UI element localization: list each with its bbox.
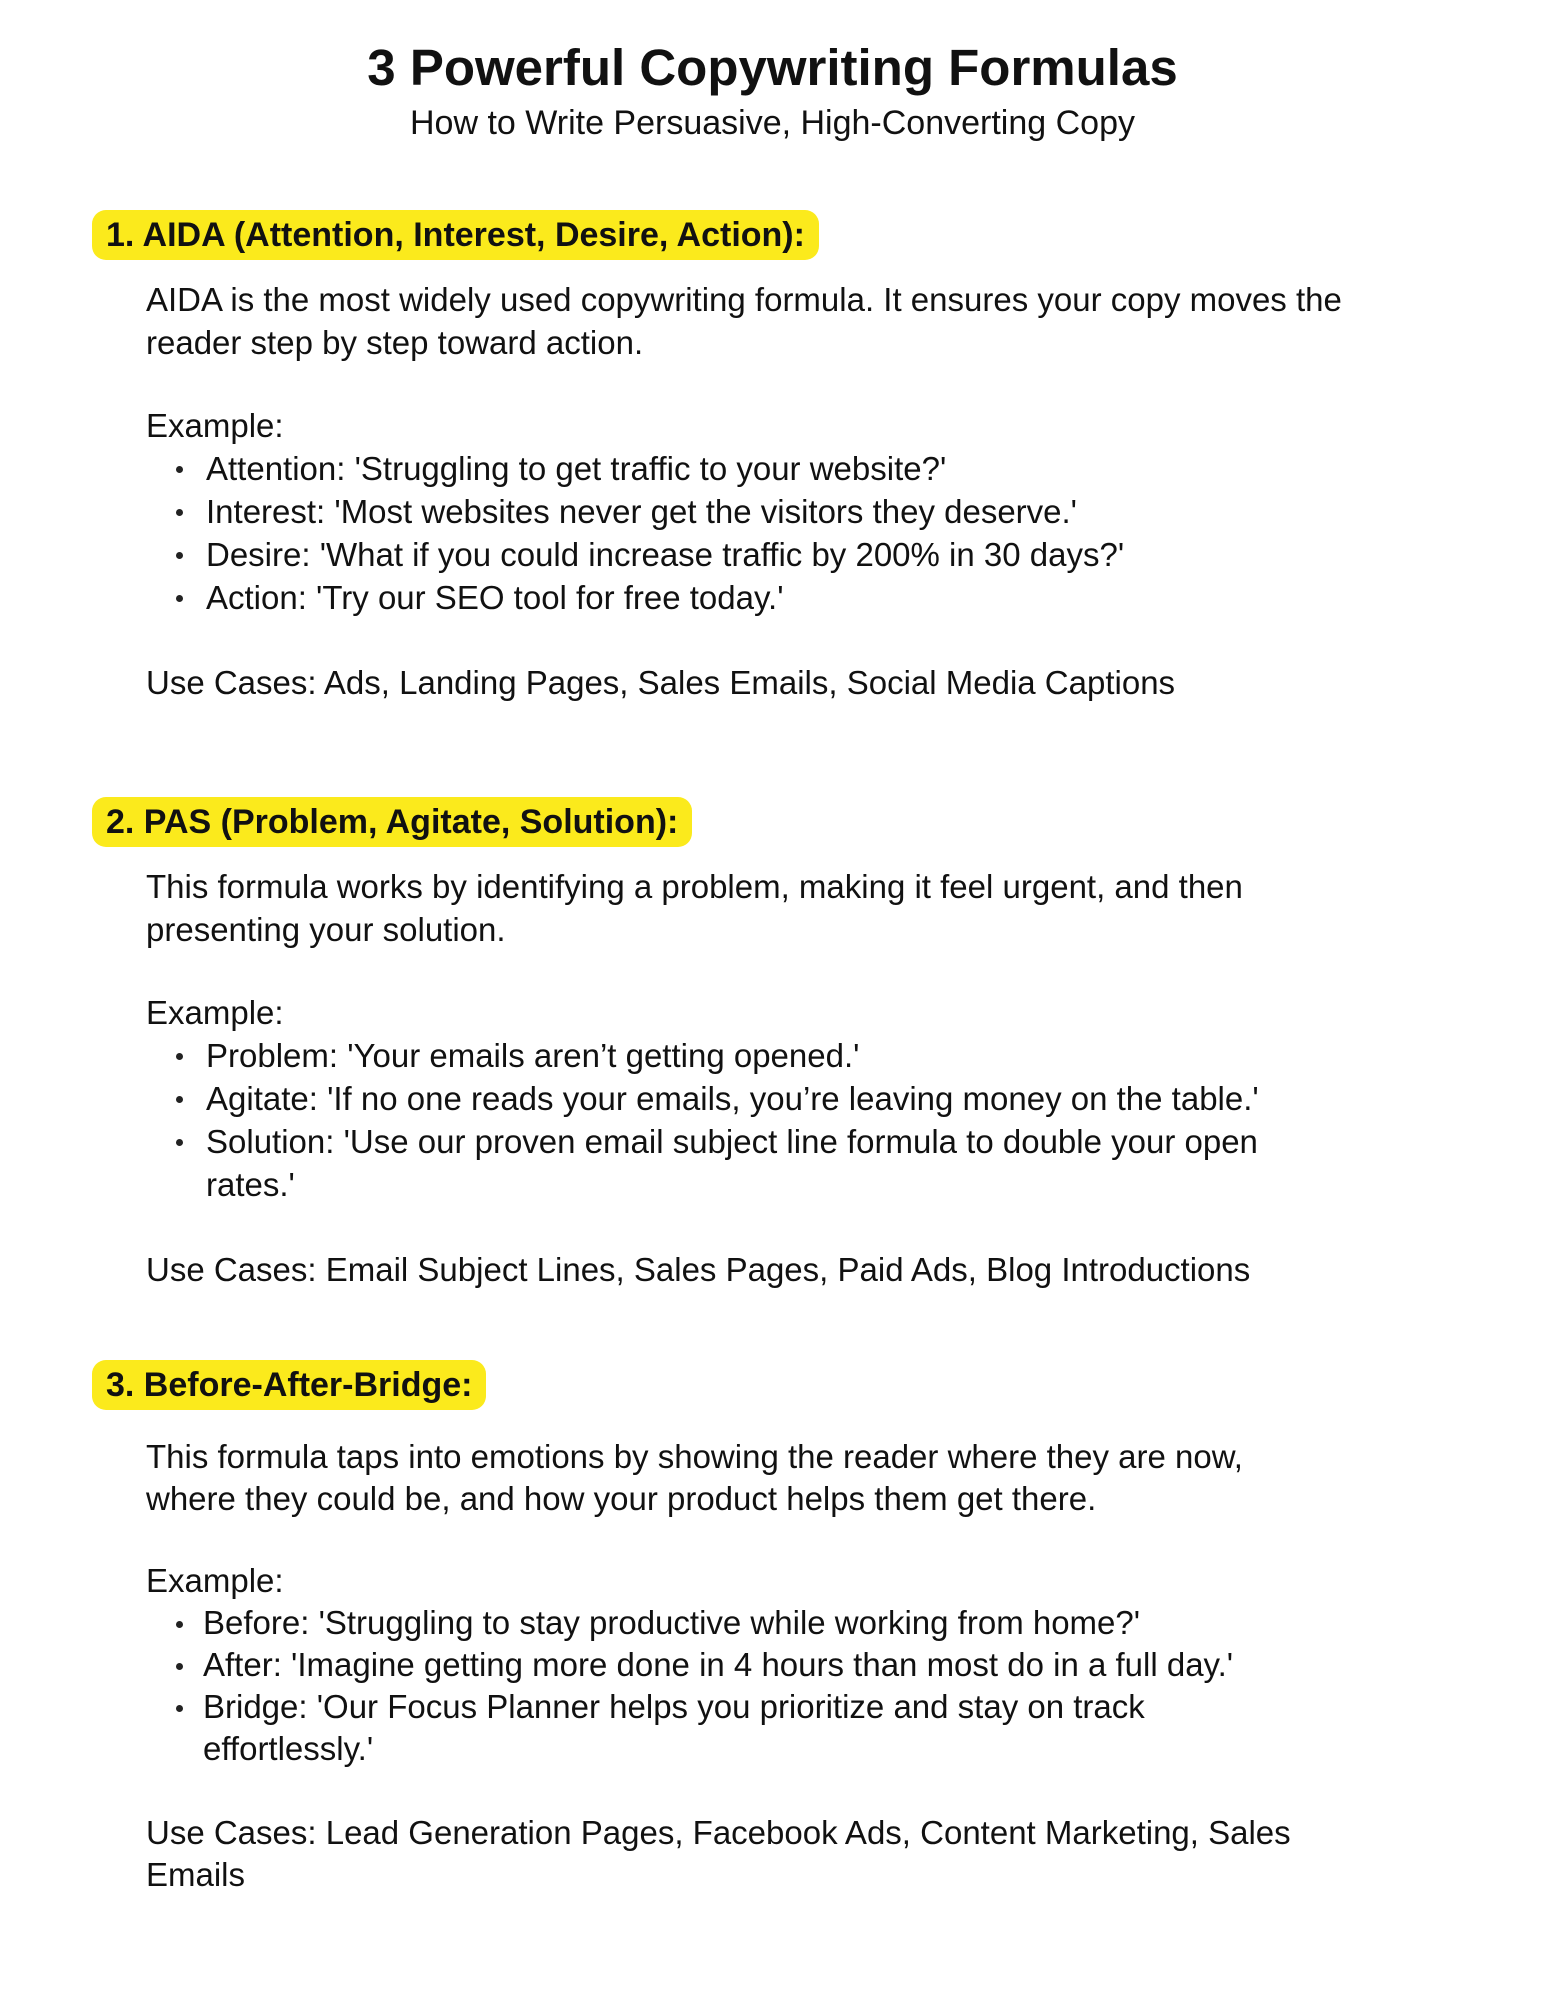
bullet-icon bbox=[176, 1621, 183, 1628]
bullet-icon bbox=[176, 1053, 183, 1060]
use-cases: Use Cases: Email Subject Lines, Sales Pages, Paid Ads, Blog Introductions bbox=[146, 1251, 1251, 1288]
list-item-text: Attention: 'Struggling to get traffic to your website?' bbox=[206, 450, 947, 487]
list-item-text: After: 'Imagine getting more done in 4 hours than most do in a full day.' bbox=[203, 1646, 1234, 1683]
list-item bbox=[146, 490, 1436, 533]
bullet-icon bbox=[176, 1139, 183, 1146]
list-item bbox=[146, 447, 1436, 490]
example-list bbox=[146, 1602, 1306, 1770]
list-item bbox=[146, 1120, 1326, 1206]
section-description: This formula works by identifying a problem, making it feel urgent, and then presenting your solution. bbox=[146, 868, 1243, 948]
example-list bbox=[146, 447, 1436, 619]
list-item-text: Bridge: 'Our Focus Planner helps you prioritize and stay on track effortlessly.' bbox=[203, 1688, 1145, 1767]
section-heading: 3. Before-After-Bridge: bbox=[92, 1360, 486, 1410]
bullet-icon bbox=[176, 552, 183, 559]
list-item-text: Solution: 'Use our proven email subject line formula to double your open rates.' bbox=[206, 1123, 1258, 1203]
example-label: Example: bbox=[146, 994, 284, 1031]
list-item bbox=[146, 1686, 1306, 1770]
section-body bbox=[146, 278, 1436, 704]
list-item bbox=[146, 1077, 1326, 1120]
section-heading: 2. PAS (Problem, Agitate, Solution): bbox=[92, 797, 692, 847]
bullet-icon bbox=[176, 595, 183, 602]
list-item-text: Agitate: 'If no one reads your emails, you’re leaving money on the table.' bbox=[206, 1080, 1259, 1117]
document-subtitle: How to Write Persuasive, High-Converting Copy bbox=[410, 104, 1135, 142]
example-label: Example: bbox=[146, 407, 284, 444]
bullet-icon bbox=[176, 466, 183, 473]
bullet-icon bbox=[176, 1096, 183, 1103]
bullet-icon bbox=[176, 1705, 183, 1712]
list-item bbox=[146, 1602, 1306, 1644]
example-list bbox=[146, 1034, 1326, 1206]
list-item bbox=[146, 1034, 1326, 1077]
section-description: AIDA is the most widely used copywriting formula. It ensures your copy moves the reader step by step toward action. bbox=[146, 281, 1342, 361]
list-item-text: Problem: 'Your emails aren’t getting opened.' bbox=[206, 1037, 860, 1074]
list-item-text: Action: 'Try our SEO tool for free today.' bbox=[206, 579, 784, 616]
list-item bbox=[146, 533, 1436, 576]
use-cases: Use Cases: Lead Generation Pages, Facebook Ads, Content Marketing, Sales Emails bbox=[146, 1814, 1291, 1893]
document-title: 3 Powerful Copywriting Formulas bbox=[367, 39, 1178, 96]
list-item bbox=[146, 576, 1436, 619]
list-item bbox=[146, 1644, 1306, 1686]
bullet-icon bbox=[176, 1663, 183, 1670]
use-cases: Use Cases: Ads, Landing Pages, Sales Emails, Social Media Captions bbox=[146, 664, 1176, 701]
section-description: This formula taps into emotions by showing the reader where they are now, where they could be, and how your product helps them get there. bbox=[146, 1438, 1243, 1517]
section-body bbox=[146, 865, 1326, 1291]
bullet-icon bbox=[176, 509, 183, 516]
list-item-text: Interest: 'Most websites never get the visitors they deserve.' bbox=[206, 493, 1077, 530]
example-label: Example: bbox=[146, 1562, 284, 1599]
list-item-text: Desire: 'What if you could increase traffic by 200% in 30 days?' bbox=[206, 536, 1125, 573]
list-item-text: Before: 'Struggling to stay productive while working from home?' bbox=[203, 1604, 1141, 1641]
section-heading: 1. AIDA (Attention, Interest, Desire, Action): bbox=[92, 210, 819, 260]
section-body bbox=[146, 1436, 1306, 1896]
